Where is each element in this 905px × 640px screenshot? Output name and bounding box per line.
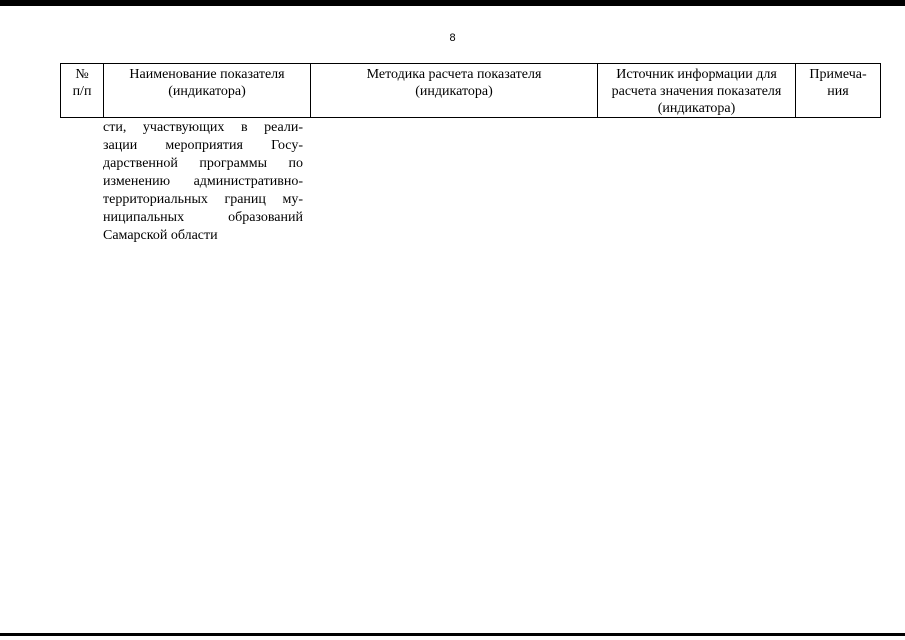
continuation-line: ниципальных образований (103, 210, 303, 225)
page-number: 8 (449, 32, 456, 44)
bottom-border-rule (0, 633, 905, 636)
continuation-line: изменению административно- (103, 174, 303, 189)
indicators-table-header (60, 63, 881, 118)
continuation-line: зации мероприятия Госу- (103, 138, 303, 153)
column-header-information-source-text: Источник информации для расчета значения показателя (индикатора) (611, 67, 782, 116)
column-header-calculation-method (311, 64, 598, 118)
top-border-rule (0, 0, 905, 6)
column-header-number-text: № п/п (72, 67, 92, 99)
column-header-notes-text: Примеча- ния (809, 67, 867, 99)
table-header-row (61, 64, 881, 118)
column-header-indicator-name-text: Наименование показателя (индикатора) (129, 67, 285, 99)
column-header-information-source (598, 64, 796, 118)
column-header-indicator-name (104, 64, 311, 118)
continuation-line: дарственной программы по (103, 156, 303, 171)
indicator-name-continuation (103, 119, 303, 245)
continuation-line: сти, участвующих в реали- (103, 120, 303, 135)
column-header-number (61, 64, 104, 118)
continuation-line: территориальных границ му- (103, 192, 303, 207)
column-header-notes (796, 64, 881, 118)
continuation-line: Самарской области (103, 228, 218, 243)
column-header-calculation-method-text: Методика расчета показателя (индикатора) (366, 67, 542, 99)
